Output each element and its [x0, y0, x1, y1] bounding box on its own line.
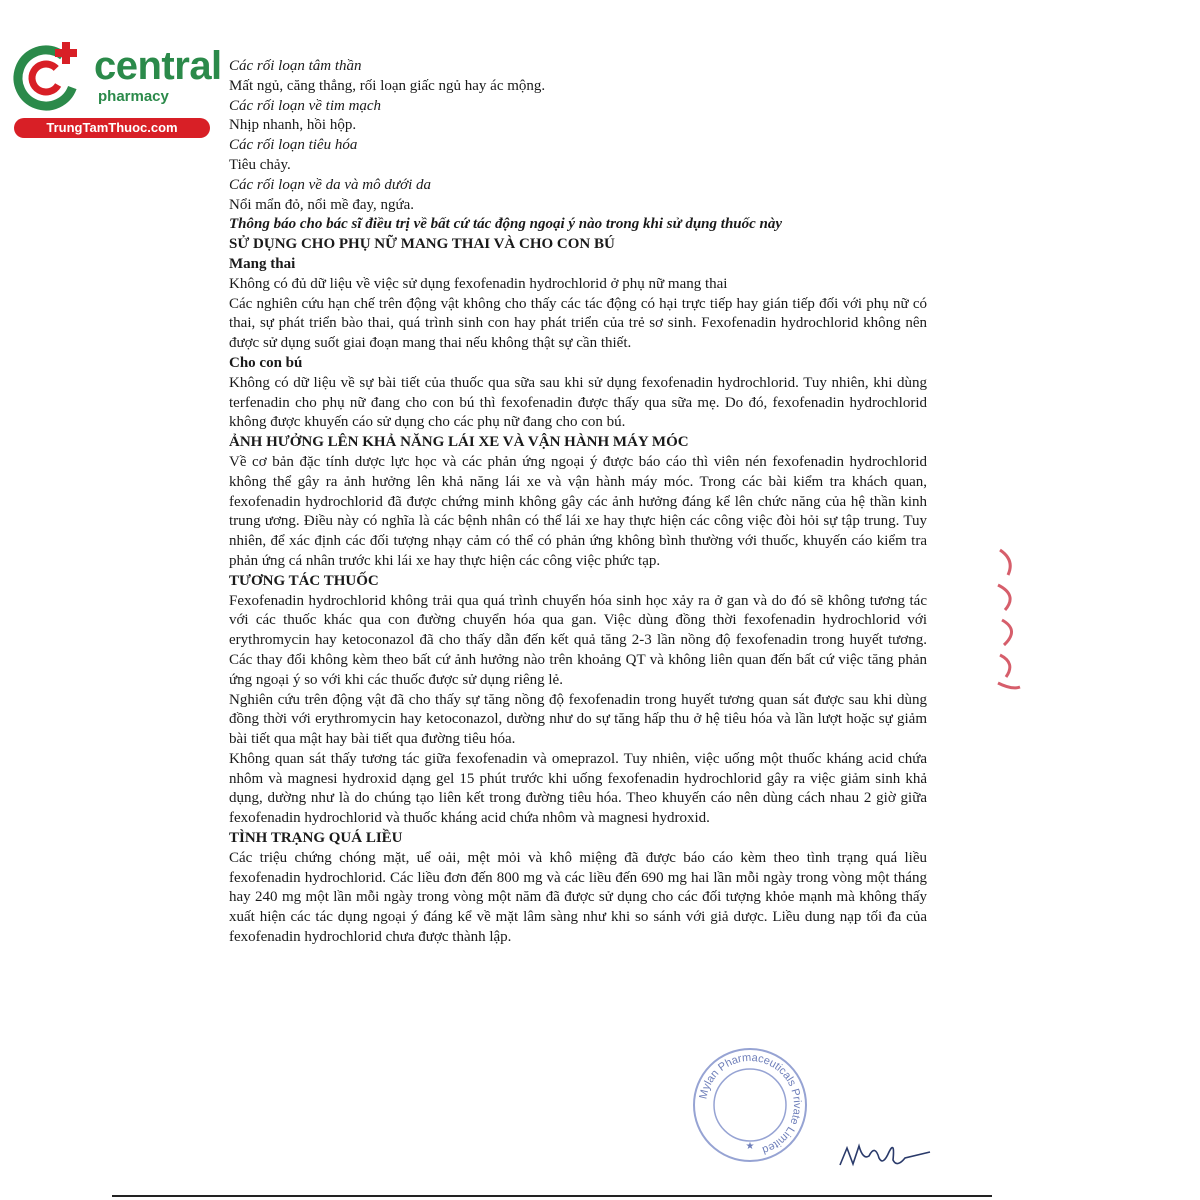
paragraph-pregnancy-1: Không có đủ dữ liệu về việc sử dụng fexofenadin hydrochlorid ở phụ nữ mang thai	[229, 275, 728, 292]
paragraph-pregnancy-2: Các nghiên cứu hạn chế trên động vật không cho thấy các tác động có hại trực tiếp hay gián tiếp đối với phụ nữ có thai, sự phát triển bào thai, quá trình sinh con hay phát triển của trẻ sơ sinh. Fexofenadin hydrochlorid không nên được sử dụng suốt giai đoạn mang thai nếu không thật sự cần thiết.	[229, 295, 927, 352]
subheading-gastro: Các rối loạn tiêu hóa	[229, 137, 358, 154]
paragraph-interactions-3: Không quan sát thấy tương tác giữa fexofenadin và omeprazol. Tuy nhiên, việc uống một thuốc kháng acid chứa nhôm và magnesi hydroxid dạng gel 15 phút trước khi uống fexofenadin hydrochlorid gây ra việc giảm sinh khả dụng, dường như là do chúng tạo liên kết trong đường tiêu hóa. Theo khuyến cáo nên dùng cách nhau 2 giờ giữa fexofenadin hydrochlorid và thuốc kháng acid chứa nhôm và magnesi hydroxid.	[229, 750, 927, 827]
heading-pregnancy: SỬ DỤNG CHO PHỤ NỮ MANG THAI VÀ CHO CON BÚ	[229, 236, 615, 253]
bottom-rule	[112, 1195, 992, 1197]
subheading-breastfeeding: Cho con bú	[229, 354, 303, 371]
subheading-cardiac: Các rối loạn về tim mạch	[229, 97, 382, 114]
paragraph-interactions-1: Fexofenadin hydrochlorid không trải qua quá trình chuyển hóa sinh học xảy ra ở gan và do đó sẽ không tương tác với các thuốc khác qua con đường chuyển hóa qua gan. Việc dùng đồng thời fexofenadin hydrochlorid với erythromycin hay ketoconazol đã cho thấy dẫn đến kết quả tăng 2-3 lần nồng độ fexofenadin trong huyết tương. Các thay đổi không kèm theo bất cứ ảnh hưởng nào trên khoảng QT và không liên quan đến bất cứ việc tăng phản ứng ngoại ý so với khi các thuốc được sử dụng riêng lẻ.	[229, 592, 927, 688]
paragraph-driving: Về cơ bản đặc tính dược lực học và các phản ứng ngoại ý được báo cáo thì viên nén fexofenadin hydrochlorid không thể gây ra ảnh hưởng lên khả năng lái xe và vận hành máy móc. Trong các bài kiểm tra khách quan, fexofenadin hydrochlorid đã được chứng minh không gây các ảnh hưởng đáng kể lên chức năng của hệ thần kinh trung ương. Điều này có nghĩa là các bệnh nhân có thể lái xe hay thực hiện các công việc đòi hỏi sự tập trung. Tuy nhiên, để xác định các đối tượng nhạy cảm có thể có phản ứng không bình thường với thuốc, khuyến cáo kiểm tra phản ứng cá nhân trước khi lái xe hay thực hiện các công việc phức tạp.	[229, 453, 927, 569]
signature-icon	[835, 1130, 935, 1175]
heading-interactions: TƯƠNG TÁC THUỐC	[229, 572, 379, 589]
heading-driving: ẢNH HƯỞNG LÊN KHẢ NĂNG LÁI XE VÀ VẬN HÀNH MÁY MÓC	[229, 434, 689, 451]
brand-subtitle: pharmacy	[98, 88, 169, 105]
text-cardiac: Nhịp nhanh, hồi hộp.	[229, 117, 357, 134]
red-stamp-fragment-icon	[990, 545, 1030, 695]
paragraph-interactions-2: Nghiên cứu trên động vật đã cho thấy sự tăng nồng độ fexofenadin trong huyết tương quan sát được sau khi dùng đồng thời với erythromycin hay ketoconazol, dường như do sự tăng hấp thu ở hệ tiêu hóa và lần lượt hoặc sự giảm bài tiết qua mật hay bài tiết qua đường tiêu hóa.	[229, 691, 927, 748]
company-seal-icon	[690, 1045, 810, 1165]
subheading-pregnancy: Mang thai	[229, 255, 296, 272]
text-skin: Nổi mẩn đỏ, nổi mề đay, ngứa.	[229, 196, 415, 213]
paragraph-breastfeeding: Không có dữ liệu về sự bài tiết của thuốc qua sữa sau khi sử dụng fexofenadin hydrochlorid. Tuy nhiên, khi dùng terfenadin cho phụ nữ đang cho con bú thì fexofenadin được thấy qua sữa mẹ. Do đó, fexofenadin hydrochlorid không được khuyến cáo sử dụng cho các phụ nữ đang cho con bú.	[229, 374, 927, 431]
seal-text: Mylan Pharmaceuticals Private Limited	[697, 1051, 804, 1157]
notice-to-doctor: Thông báo cho bác sĩ điều trị về bất cứ tác động ngoại ý nào trong khi sử dụng thuốc này	[229, 216, 783, 233]
paragraph-overdose: Các triệu chứng chóng mặt, uể oải, mệt mỏi và khô miệng đã được báo cáo kèm theo tình trạng quá liều fexofenadin hydrochlorid. Các liều đơn đến 800 mg và các liều đến 690 mg hai lần mỗi ngày trong vòng một tháng hay 240 mg một lần mỗi ngày trong vòng một năm đã được sử dụng cho các đối tượng khỏe mạnh mà không thấy xuất hiện các tác dụng ngoại ý đáng kể về mặt lâm sàng như khi so sánh với giả dược. Liều dung nạp tối đa của fexofenadin hydrochlorid chưa được thành lập.	[229, 849, 927, 946]
brand-url[interactable]: TrungTamThuoc.com	[14, 118, 210, 138]
document-body	[229, 57, 927, 948]
subheading-skin: Các rối loạn về da và mô dưới da	[229, 176, 431, 193]
text-psychiatric: Mất ngủ, căng thẳng, rối loạn giấc ngủ hay ác mộng.	[229, 77, 546, 94]
brand-name: central	[94, 44, 222, 88]
subheading-psychiatric: Các rối loạn tâm thần	[229, 58, 362, 74]
text-gastro: Tiêu chảy.	[229, 156, 291, 173]
central-pharmacy-logo-icon	[10, 38, 86, 114]
svg-text:★: ★	[745, 1141, 755, 1152]
brand-logo[interactable]	[10, 38, 222, 138]
heading-overdose: TÌNH TRẠNG QUÁ LIỀU	[229, 830, 403, 847]
